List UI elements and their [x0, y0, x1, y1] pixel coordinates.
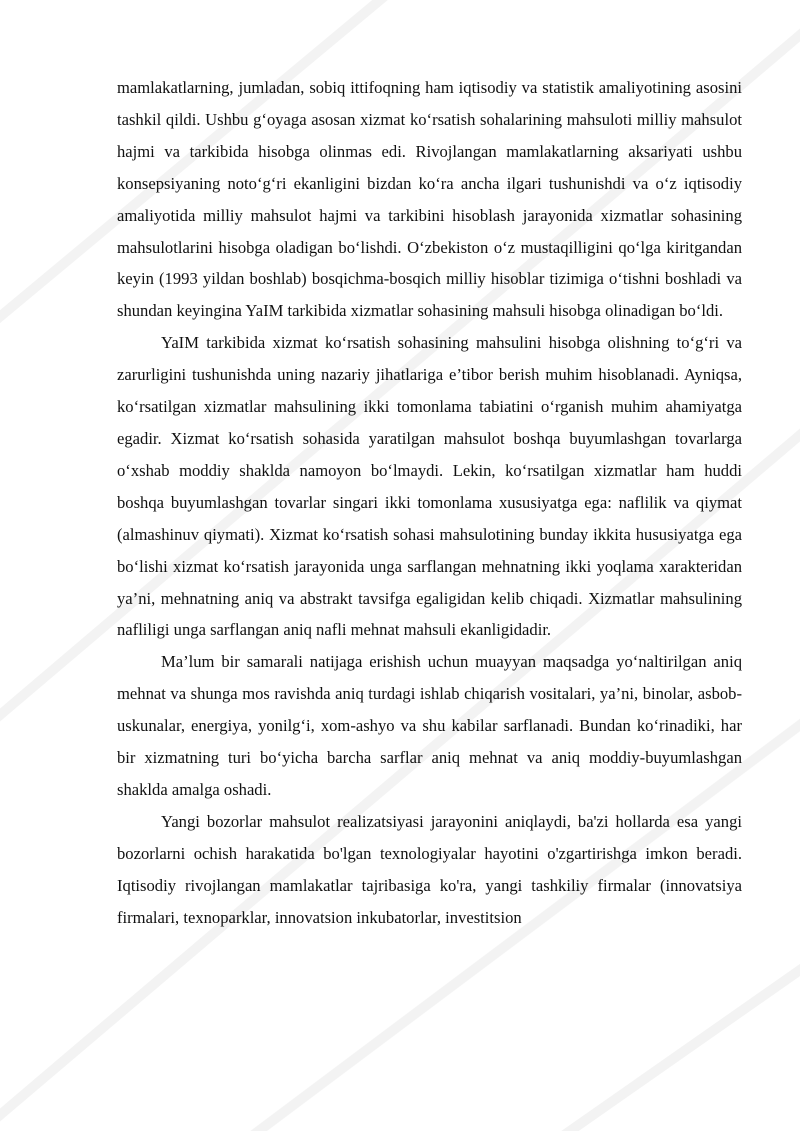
paragraph-1-continuation: mamlakatlarning, jumladan, sobiq ittifoqning ham iqtisodiy va statistik amaliyotining asosini tashkil qildi. Ushbu g‘oyaga asosan xizmat ko‘rsatish sohalarining mahsuloti milliy mahsulot hajmi va tarkibida hisobga olinmas edi. Rivojlangan mamlakatlarning aksariyati ushbu konsepsiyaning noto‘g‘ri ekanligini bizdan ko‘ra ancha ilgari tushunishdi va o‘z iqtisodiy amaliyotida milliy mahsulot hajmi va tarkibini hisoblash jarayonida xizmatlar sohasining mahsulotlarini hisobga oladigan bo‘lishdi. O‘zbekiston o‘z mustaqilligini qo‘lga kiritgandan keyin (1993 yildan boshlab) bosqichma-bosqich milliy hisoblar tizimiga o‘tishni boshladi va shundan keyingina YaIM tarkibida xizmatlar sohasining mahsuli hisobga olinadigan bo‘ldi.: [117, 78, 742, 321]
paragraph-2: YaIM tarkibida xizmat ko‘rsatish sohasining mahsulini hisobga olishning to‘g‘ri va zarurligini tushunishda uning nazariy jihatlariga e’tibor berish muhim hisoblanadi. Ayniqsa, ko‘rsatilgan xizmatlar mahsulining ikki tomonlama tabiatini o‘rganish muhim ahamiyatga egadir. Xizmat ko‘rsatish sohasida yaratilgan mahsulot boshqa buyumlashgan tovarlarga o‘xshab moddiy shaklda namoyon bo‘lmaydi. Lekin, ko‘rsatilgan xizmatlar ham huddi boshqa buyumlashgan tovarlar singari ikki tomonlama xususiyatga ega: naflilik va qiymat (almashinuv qiymati). Xizmat ko‘rsatish sohasi mahsulotining bunday ikkita hususiyatga ega bo‘lishi xizmat ko‘rsatish jarayonida unga sarflangan mehnatning ikki yoqlama xarakteridan ya’ni, mehnatning aniq va abstrakt tavsifga egaligidan kelib chiqadi. Xizmatlar mahsulining nafliligi unga sarflangan aniq nafli mehnat mahsuli ekanligidadir.: [117, 333, 742, 640]
paragraph-3: Ma’lum bir samarali natijaga erishish uchun muayyan maqsadga yo‘naltirilgan aniq mehnat va shunga mos ravishda aniq turdagi ishlab chiqarish vositalari, ya’ni, binolar, asbob-uskunalar, energiya, yonilg‘i, xom-ashyo va shu kabilar sarflanadi. Bundan ko‘rinadiki, har bir xizmatning turi bo‘yicha barcha sarflar aniq mehnat va aniq moddiy-buyumlashgan shaklda amalga oshadi.: [117, 652, 742, 799]
body-text: [117, 72, 742, 933]
paragraph-4: Yangi bozorlar mahsulot realizatsiyasi jarayonini aniqlaydi, ba'zi hollarda esa yangi bozorlarni ochish harakatida bo'lgan texnologiyalar hayotini o'zgartirishga imkon beradi. Iqtisodiy rivojlangan mamlakatlar tajribasiga ko'ra, yangi tashkiliy firmalar (innovatsiya firmalari, texnoparklar, innovatsion inkubatorlar, investitsion: [117, 811, 742, 927]
